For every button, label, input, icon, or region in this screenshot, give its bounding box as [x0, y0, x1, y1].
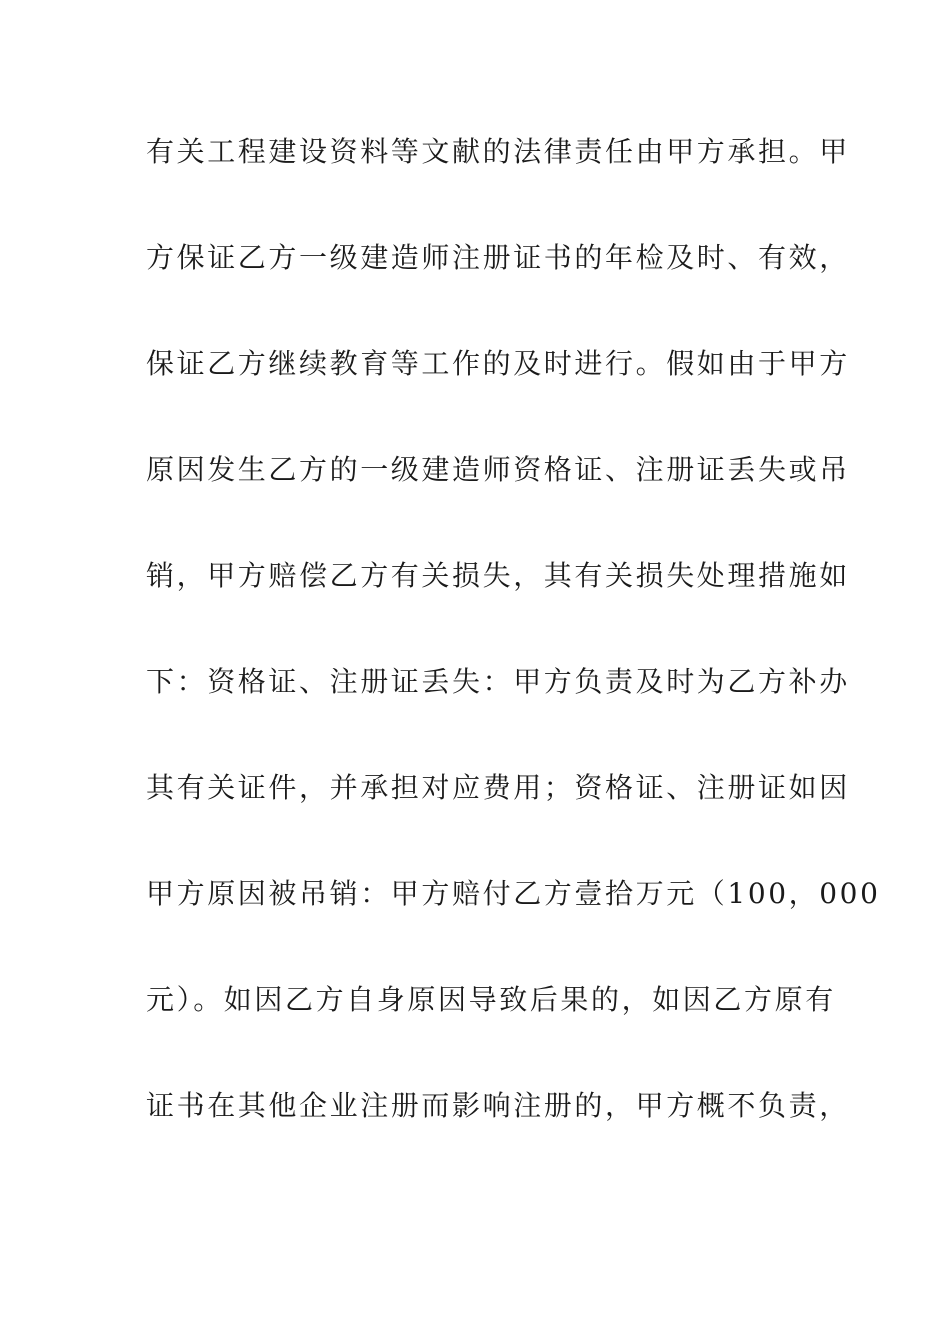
- text-line: 其有关证件，并承担对应费用；资格证、注册证如因: [146, 771, 850, 804]
- text-line: 甲方原因被吊销：甲方赔付乙方壹拾万元（100，000: [146, 877, 881, 910]
- text-line: 原因发生乙方的一级建造师资格证、注册证丢失或吊: [146, 453, 850, 486]
- text-line: 有关工程建设资料等文献的法律责任由甲方承担。甲: [146, 135, 850, 168]
- text-line: 元）。如因乙方自身原因导致后果的，如因乙方原有: [146, 983, 836, 1016]
- text-line: 证书在其他企业注册而影响注册的，甲方概不负责，: [146, 1089, 850, 1122]
- document-body: [146, 126, 881, 1186]
- text-line: 方保证乙方一级建造师注册证书的年检及时、有效，: [146, 241, 850, 274]
- text-line: 下：资格证、注册证丢失：甲方负责及时为乙方补办: [146, 665, 850, 698]
- text-line: 销，甲方赔偿乙方有关损失，其有关损失处理措施如: [146, 559, 850, 592]
- text-line: 保证乙方继续教育等工作的及时进行。假如由于甲方: [146, 347, 850, 380]
